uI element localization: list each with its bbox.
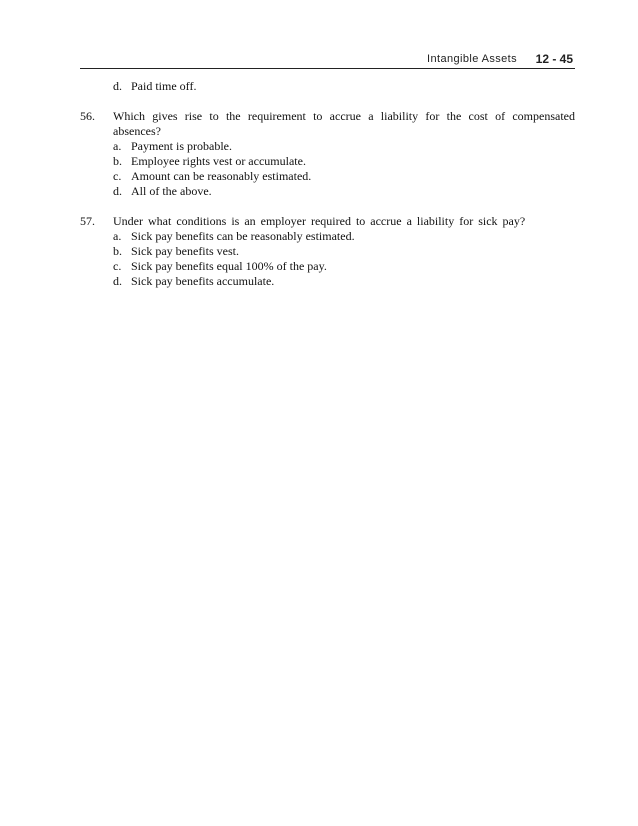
question-number: 57. [80,214,95,228]
option-text: All of the above. [131,184,212,198]
carryover-option-row [113,79,575,94]
question-57 [80,214,575,289]
option-text: Sick pay benefits can be reasonably estimated. [131,229,355,243]
header-page-number: 12 - 45 [535,52,573,66]
option-a [113,139,575,154]
option-text: Payment is probable. [131,139,232,153]
question-number: 56. [80,109,95,123]
question-56 [80,109,575,199]
option-text: Amount can be reasonably estimated. [131,169,312,183]
option-d [113,184,575,199]
option-b [113,154,575,169]
option-letter: d. [113,79,122,93]
option-d [113,274,575,289]
option-text: Paid time off. [131,79,197,93]
option-letter: a. [113,229,122,243]
option-b [113,244,575,259]
option-c [113,259,575,274]
option-list [80,139,575,199]
option-text: Employee rights vest or accumulate. [131,154,306,168]
question-stem: Under what conditions is an employer required to accrue a liability for sick pay? [113,214,526,228]
option-text: Sick pay benefits equal 100% of the pay. [131,259,327,273]
header-section-title: Intangible Assets [427,53,517,65]
option-c [113,169,575,184]
option-text: Sick pay benefits vest. [131,244,239,258]
page-header [80,49,575,69]
option-letter: c. [113,259,122,273]
option-text: Sick pay benefits accumulate. [131,274,275,288]
question-stem: Which gives rise to the requirement to accrue a liability for the cost of compensated absences? [113,109,575,138]
option-letter: d. [113,184,122,198]
option-letter: a. [113,139,122,153]
option-a [113,229,575,244]
option-letter: c. [113,169,122,183]
option-letter: b. [113,154,122,168]
carryover-option [80,79,575,94]
option-letter: b. [113,244,122,258]
option-letter: d. [113,274,122,288]
page-content [80,79,575,289]
option-list [80,229,575,289]
